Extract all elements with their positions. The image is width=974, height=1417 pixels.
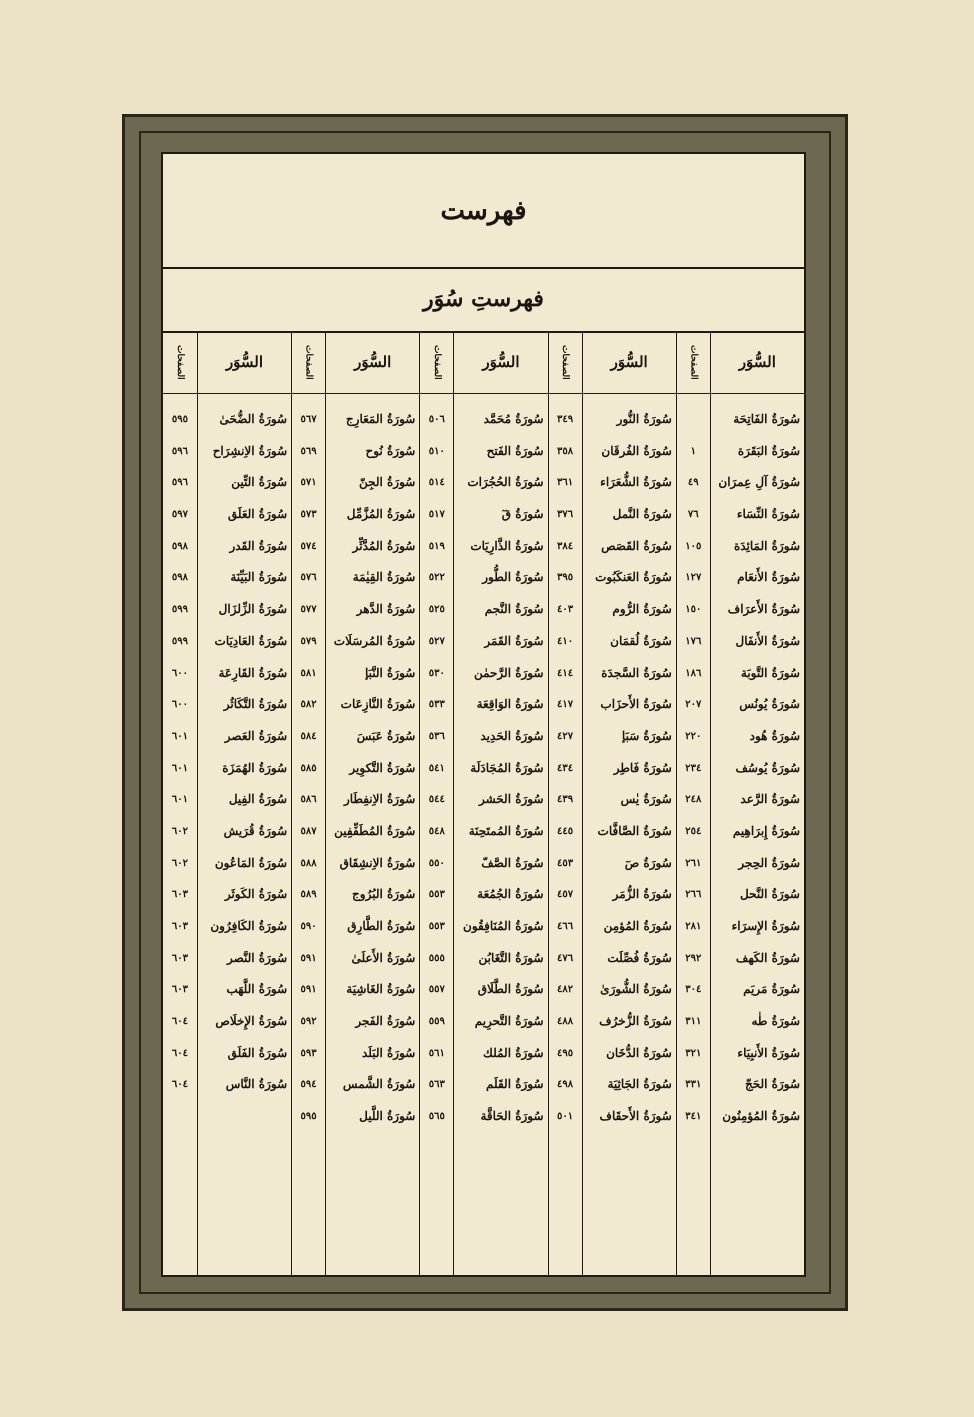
page-number: ٤٥٧ [556, 889, 574, 901]
page-number: ٥٨٥ [300, 762, 317, 774]
surah-name: سُورَةُ الاِنشِرَاح [212, 443, 288, 458]
surah-name: سُورَةُ النَّبَإ [364, 665, 416, 680]
page-number: ٦٠٤ [171, 1047, 188, 1059]
page-number: ٤٨٢ [556, 984, 574, 996]
page-number: ٦٠١ [171, 794, 188, 806]
surah-name: سُورَةُ القَصَص [601, 538, 672, 553]
surah-name: سُورَةُ الغَاشِيَة [346, 982, 416, 997]
page-number: ٣١١ [685, 1016, 702, 1028]
surah-name: سُورَةُ نُوح [365, 443, 416, 458]
page-number: ١٧٦ [685, 635, 702, 647]
surah-name: سُورَةُ الصَّفّ [481, 855, 544, 870]
surah-name: سُورَةُ المُؤمِنُون [722, 1109, 800, 1124]
page-number: ٥٢٥ [428, 604, 445, 616]
surah-name: سُورَةُ القَمَر [484, 633, 544, 648]
surah-name: سُورَةُ المُلك [483, 1045, 544, 1060]
page-number: ٣٣١ [685, 1079, 702, 1091]
surah-name: سُورَةُ الفِيل [228, 792, 288, 807]
page-number: ٣٤١ [685, 1111, 702, 1123]
page-number: ٢٢٠ [685, 730, 702, 742]
surah-name: سُورَةُ المَعَارِج [345, 412, 416, 426]
surah-name: سُورَةُ النَّمل [612, 507, 672, 522]
page-number: ٥٥٠ [428, 857, 445, 869]
page-number: ٥٨١ [300, 667, 317, 679]
surah-name: سُورَةُ الصَّافَّات [597, 823, 672, 838]
page-number: ٥٦٩ [300, 445, 317, 457]
page-number: ٥٤٤ [428, 794, 445, 806]
page-number: ٦٠٣ [171, 921, 188, 932]
page-number: ٣٨٤ [556, 540, 574, 552]
page-number-column [291, 331, 325, 1275]
page-number: ٣٧٦ [556, 509, 574, 521]
page-number: ٥٨٦ [300, 794, 317, 806]
surah-name: سُورَةُ الشُّعَرَاء [600, 475, 672, 490]
page-number: ٦٠٠ [171, 667, 188, 679]
surah-name: سُورَةُ الأَعرَاف [727, 602, 800, 617]
surah-name: سُورَةُ اللَّهَب [226, 982, 288, 997]
surah-name: سُورَةُ الاِنشِقَاق [339, 855, 416, 870]
page-number: ٥٩٨ [171, 540, 188, 552]
page-number: ٥٤١ [428, 762, 445, 774]
page-number: ٥٧٤ [300, 540, 317, 552]
page-number: ٣٤٩ [556, 414, 574, 425]
column-header-pages: الصفحات [549, 331, 582, 394]
page-number: ٥٣٠ [428, 667, 445, 679]
page-number: ١٢٧ [685, 572, 702, 584]
surah-name: سُورَةُ قُرَيش [223, 823, 288, 838]
page-number: ٥٩٨ [171, 572, 188, 584]
page-number: ٥٠١ [556, 1111, 574, 1123]
surah-name: سُورَةُ القَلَم [486, 1077, 544, 1092]
surah-name: سُورَةُ التَّكوِير [349, 760, 416, 775]
surah-name: سُورَةُ المُمتَحِنَة [468, 823, 544, 838]
page-subtitle: فهرستِ سُوَر [423, 286, 544, 312]
surah-name: سُورَةُ النَّجم [484, 602, 544, 617]
column-header-surahs: السُّوَر [326, 331, 419, 394]
index-page [161, 152, 806, 1277]
page-number: ٥٠٦ [428, 414, 445, 425]
surah-name: سُورَةُ الرَّعد [740, 792, 800, 807]
page-number: ٦٠٣ [171, 889, 188, 901]
page-number: ٥٩٩ [171, 604, 188, 616]
page-number: ٤٦٦ [556, 921, 574, 932]
page-number: ٦٠١ [171, 762, 188, 774]
page-number: ٥١٧ [428, 509, 445, 521]
surah-name: سُورَةُ العَلَق [227, 507, 288, 522]
surah-name: سُورَةُ الفَجر [355, 1014, 416, 1029]
page-number: ٥١٩ [428, 540, 445, 552]
surah-name: سُورَةُ الهُمَزَة [222, 760, 288, 775]
page-number: ٥٢٢ [428, 572, 445, 584]
surah-name: سُورَةُ النُّور [616, 412, 672, 426]
surah-name: سُورَةُ الفَتح [486, 443, 544, 458]
surah-name: سُورَةُ مُحَمَّد [483, 412, 544, 426]
surah-name: سُورَةُ القَدر [229, 538, 288, 553]
page-number-column [548, 331, 582, 1275]
surah-name: سُورَةُ الذَّارِيَات [470, 538, 544, 553]
page-number: ٦٠٣ [171, 952, 188, 964]
page-number: ٦٠٢ [171, 857, 188, 869]
page-number: ٤٧٦ [556, 952, 574, 964]
page-number: ٥٩٦ [171, 445, 188, 457]
page-number: ٥٩٥ [171, 414, 188, 425]
surah-name: سُورَةُ الزُّمَر [612, 887, 672, 902]
page-number: ٥٩٣ [300, 1047, 317, 1059]
page-number: ٥٣٦ [428, 730, 445, 742]
page-number: ٥٦١ [428, 1047, 445, 1059]
page-number: ٥٩٠ [300, 921, 317, 932]
surah-name: سُورَةُ الحَاقَّة [480, 1109, 544, 1124]
subtitle-box [163, 267, 804, 333]
surah-name: سُورَةُ الدُّخَان [606, 1045, 672, 1060]
page-number: ٥٥٥ [428, 952, 445, 964]
surah-name: سُورَةُ الكَهف [735, 950, 800, 965]
surah-name: سُورَةُ الأَنبِيَاء [737, 1045, 800, 1060]
surah-name: سُورَةُ الحَشر [478, 792, 544, 807]
surah-name: سُورَةُ العَادِيَات [214, 633, 288, 648]
surah-name: سُورَةُ المُجَادَلَة [470, 760, 544, 775]
page-number: ٥٩٢ [300, 1016, 317, 1028]
page-number: ٣٥٨ [556, 445, 574, 457]
page-number: ١٥٠ [685, 604, 702, 616]
surah-name: سُورَةُ البَيِّنَة [230, 570, 288, 585]
page-number: ٦٠٤ [171, 1016, 188, 1028]
page-number: ٢٩٢ [685, 952, 702, 964]
surah-name: سُورَةُ الطَّارِق [347, 919, 416, 933]
page-number: ٣٢١ [685, 1047, 702, 1059]
page-number: ٦٠١ [171, 730, 188, 742]
page-number [677, 404, 710, 436]
page-number: ٥٩٧ [171, 509, 188, 521]
page-number: ٢٨١ [685, 921, 702, 932]
page-title: فهرست [440, 195, 527, 226]
page-number: ٢٦١ [685, 857, 702, 869]
page-number: ٤١٤ [556, 667, 574, 679]
surah-name: سُورَةُ الأَنفَال [735, 633, 800, 648]
page-number: ٣٠٤ [685, 984, 702, 996]
page-number: ٣٦١ [556, 477, 574, 489]
column-header-pages: الصفحات [163, 331, 197, 394]
page-number: ٥٥٣ [428, 921, 445, 932]
surah-name: سُورَةُ الزُّخرُف [599, 1014, 672, 1029]
surah-name: سُورَةُ المُرسَلَات [333, 633, 416, 648]
column-header-pages: الصفحات [677, 331, 710, 394]
surah-name: سُورَةُ الوَاقِعَة [476, 697, 544, 712]
surah-name: سُورَةُ صٓ [624, 855, 672, 870]
surah-name: سُورَةُ قٓ [501, 507, 544, 522]
surah-name: سُورَةُ الفُرقَان [601, 443, 672, 458]
page-number: ٤١٠ [556, 635, 574, 647]
page-number: ٥٨٤ [300, 730, 317, 742]
page-number: ٥٨٩ [300, 889, 317, 901]
surah-name: سُورَةُ القِيٰمَة [352, 570, 416, 585]
page-number: ٥٧٩ [300, 635, 317, 647]
page-number: ٤٠٣ [556, 604, 574, 616]
surah-name: سُورَةُ الكَافِرُون [210, 919, 288, 933]
page-number: ٥٧١ [300, 477, 317, 489]
page-number: ١٨٦ [685, 667, 702, 679]
page-number: ٦٠٣ [171, 984, 188, 996]
surah-name: سُورَةُ الطُّور [482, 570, 544, 585]
page-number: ٥٨٧ [300, 825, 317, 837]
page-number: ٢٠٧ [685, 699, 702, 711]
surah-name: سُورَةُ الرُّوم [612, 602, 672, 617]
page-number: ٥١٤ [428, 477, 445, 489]
page-number: ٣٩٥ [556, 572, 574, 584]
surah-name-column [197, 331, 291, 1275]
page-number: ٧٦ [687, 509, 699, 521]
page-number: ٥٨٨ [300, 857, 317, 869]
title-box [163, 154, 804, 269]
surah-name: سُورَةُ الأَحقَاف [599, 1109, 672, 1124]
page-number: ٥٧٦ [300, 572, 317, 584]
surah-name: سُورَةُ البَلَد [361, 1045, 416, 1060]
surah-name: سُورَةُ الإِخلَاص [215, 1014, 288, 1029]
surah-name: سُورَةُ الطَّلَاق [477, 982, 544, 997]
surah-name: سُورَةُ الاِنفِطَار [343, 792, 416, 807]
page-number-column [163, 331, 197, 1275]
surah-name: سُورَةُ العَصر [224, 728, 288, 743]
page-number: ٥٧٣ [300, 509, 317, 521]
page-number: ٤٤٥ [556, 825, 574, 837]
surah-name: سُورَةُ إِبرَاهِيم [732, 823, 800, 838]
surah-name: سُورَةُ البَقَرَة [737, 443, 800, 458]
surah-name: سُورَةُ الحَدِيد [480, 728, 544, 743]
page-number: ٤٣٩ [556, 794, 574, 806]
surah-name-column [325, 331, 419, 1275]
surah-name: سُورَةُ عَبَسَ [356, 728, 416, 743]
surah-name: سُورَةُ الشُّورَىٰ [600, 982, 672, 997]
surah-name: سُورَةُ الجَاثِيَة [607, 1077, 672, 1092]
surah-name: سُورَةُ طٰه [751, 1014, 800, 1029]
surah-name: سُورَةُ الجِنّ [358, 475, 416, 490]
page-number: ٥٦٣ [428, 1079, 445, 1091]
surah-name: سُورَةُ النِّسَاء [736, 507, 800, 522]
surah-name: سُورَةُ سَبَإ [621, 728, 672, 743]
surah-name: سُورَةُ فُصِّلَت [607, 950, 672, 965]
page-number: ٥٣٣ [428, 699, 445, 711]
column-header-pages: الصفحات [420, 331, 453, 394]
page-number-column [676, 331, 710, 1275]
page-number: ٤١٧ [556, 699, 574, 711]
column-header-surahs: السُّوَر [198, 331, 291, 394]
page-number: ٥٥٩ [428, 1016, 445, 1028]
page-number: ٤٣٤ [556, 762, 574, 774]
column-header-surahs: السُّوَر [711, 331, 804, 394]
surah-name: سُورَةُ الزِّلزَال [218, 602, 288, 617]
surah-name: سُورَةُ هُود [749, 728, 800, 743]
surah-name: سُورَةُ النَّاس [225, 1077, 288, 1092]
column-header-surahs: السُّوَر [454, 331, 547, 394]
page-number: ٥٩١ [300, 952, 317, 964]
surah-name-column [453, 331, 547, 1275]
surah-name: سُورَةُ النَّحل [740, 887, 800, 902]
page-number: ٥٨٢ [300, 699, 317, 711]
surah-name: سُورَةُ المُدَّثِّر [352, 538, 416, 553]
page-number: ٤٩ [687, 477, 699, 489]
page-number: ٥٩٤ [300, 1079, 317, 1091]
page-number: ٢٦٦ [685, 889, 702, 901]
page-number: ٦٠٢ [171, 825, 188, 837]
page-number: ٢٥٤ [685, 825, 702, 837]
surah-name-column [710, 331, 804, 1275]
surah-name: سُورَةُ الجُمُعَة [477, 887, 544, 902]
page-number: ٦٠٤ [171, 1079, 188, 1091]
surah-name: سُورَةُ يُوسُف [735, 760, 800, 775]
surah-name: سُورَةُ التَّوبَة [740, 665, 800, 680]
surah-name: سُورَةُ التِّين [231, 475, 288, 490]
surah-name: سُورَةُ الضُّحَىٰ [219, 412, 288, 426]
surah-name: سُورَةُ الأَحزَاب [600, 697, 672, 712]
surah-name: سُورَةُ فَاطِر [613, 760, 672, 775]
page-number: ٤٢٧ [556, 730, 574, 742]
page-number: ٥٤٨ [428, 825, 445, 837]
column-header-surahs: السُّوَر [583, 331, 676, 394]
page-number: ٥٥٣ [428, 889, 445, 901]
surah-name: سُورَةُ الفَاتِحَة [733, 412, 800, 426]
surah-name: سُورَةُ مَريَم [743, 982, 800, 997]
page-number: ٥٥٧ [428, 984, 445, 996]
surah-name: سُورَةُ المُنَافِقُون [463, 919, 544, 933]
surah-name: سُورَةُ الشَّمس [342, 1077, 416, 1092]
surah-name: سُورَةُ السَّجدَة [601, 665, 672, 680]
surah-name: سُورَةُ الرَّحمٰن [473, 665, 544, 680]
surah-name: سُورَةُ المَاعُون [214, 855, 288, 870]
surah-name: سُورَةُ الدَّهر [356, 602, 416, 617]
page-number: ٥٧٧ [300, 604, 317, 616]
outer-frame [122, 114, 848, 1311]
surah-name: سُورَةُ لُقمَان [610, 633, 672, 648]
page-number: ٤٩٥ [556, 1047, 574, 1059]
page-number: ٥٦٥ [428, 1111, 445, 1123]
surah-name: سُورَةُ الحِجر [738, 855, 800, 870]
page-number: ٥٩٦ [171, 477, 188, 489]
surah-name: سُورَةُ يٰس [620, 792, 672, 807]
surah-name: سُورَةُ الإِسرَاء [731, 919, 800, 933]
surah-name: سُورَةُ الحُجُرَات [467, 475, 544, 490]
page-number: ٥٢٧ [428, 635, 445, 647]
page-number: ٥٦٧ [300, 414, 317, 425]
surah-name-column [582, 331, 676, 1275]
surah-name: سُورَةُ يُونُس [739, 697, 800, 712]
surah-index-table [163, 331, 804, 1275]
page-number: ٢٣٤ [685, 762, 702, 774]
page-number: ٦٠٠ [171, 699, 188, 711]
surah-name: سُورَةُ المُؤمِن [603, 919, 672, 933]
surah-name: سُورَةُ القَارِعَة [218, 665, 288, 680]
page-number: ٥١٠ [428, 445, 445, 457]
page-number: ٤٩٨ [556, 1079, 574, 1091]
page-number: ٢٤٨ [685, 794, 702, 806]
surah-name: سُورَةُ المُزَّمِّل [346, 507, 416, 522]
page-number-column [419, 331, 453, 1275]
surah-name: سُورَةُ اللَّيل [359, 1109, 416, 1124]
surah-name: سُورَةُ النَّصر [226, 950, 288, 965]
column-header-pages: الصفحات [292, 331, 325, 394]
surah-name: سُورَةُ الأَنعَام [737, 570, 800, 585]
surah-name: سُورَةُ الحَجّ [745, 1077, 800, 1092]
surah-name: سُورَةُ الفَلَق [227, 1045, 288, 1060]
page-number: ٥٩٥ [300, 1111, 317, 1123]
page-number: ١ [690, 445, 696, 457]
surah-name: سُورَةُ النَّازِعَات [340, 697, 416, 712]
page-number: ٥٩١ [300, 984, 317, 996]
page-number: ٤٨٨ [556, 1016, 574, 1028]
surah-name: سُورَةُ التَّغَابُن [478, 950, 544, 965]
surah-name: سُورَةُ التَّكَاثُر [223, 697, 288, 712]
surah-name: سُورَةُ الأَعلَىٰ [351, 950, 416, 965]
surah-name: سُورَةُ آلِ عِمرَان [718, 475, 800, 490]
page-number: ١٠٥ [685, 540, 702, 552]
surah-name: سُورَةُ التَّحرِيم [474, 1014, 544, 1029]
surah-name: سُورَةُ العَنكَبُوت [595, 570, 672, 585]
surah-name: سُورَةُ المَائِدَة [733, 538, 800, 553]
surah-name: سُورَةُ المُطَفِّفِين [334, 823, 416, 838]
page-number: ٤٥٣ [556, 857, 574, 869]
page-number: ٥٩٩ [171, 635, 188, 647]
surah-name: سُورَةُ البُرُوج [352, 887, 416, 902]
surah-name: سُورَةُ الكَوثَر [224, 887, 288, 902]
